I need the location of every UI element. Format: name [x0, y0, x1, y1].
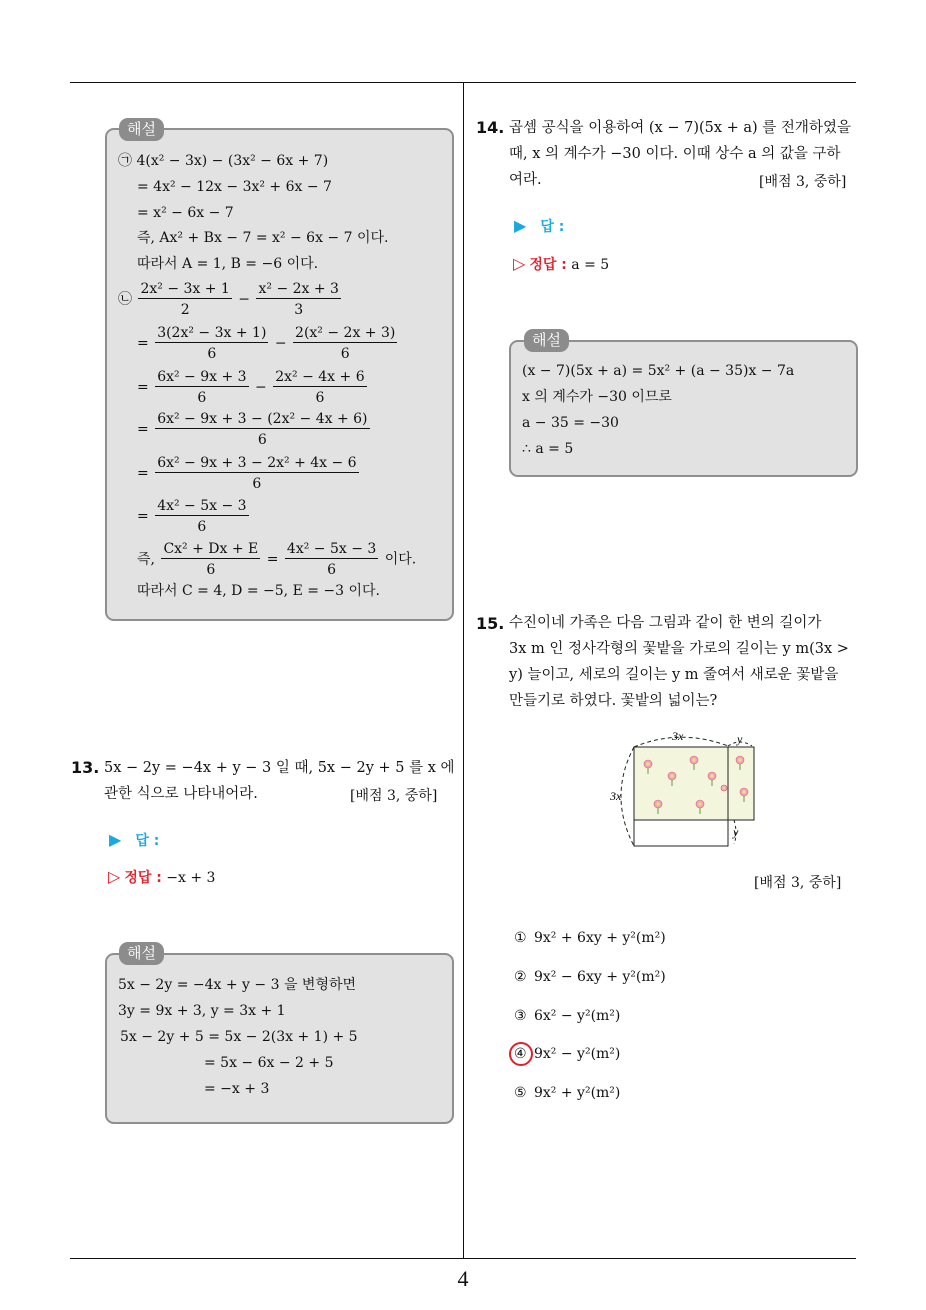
solution-line: 즉, Ax² + Bx − 7 = x² − 6x − 7 이다. [137, 230, 389, 246]
q13-solution-tag: 해설 [119, 942, 164, 965]
q13-score: [배점 3, 중하] [350, 788, 438, 804]
q14-score: [배점 3, 중하] [759, 174, 847, 190]
solution-line: 5x − 2y + 5 = 5x − 2(3x + 1) + 5 [120, 1029, 358, 1045]
fraction: $\frac{\text{2x² − 3x + 1}}{2}$ [140, 281, 230, 318]
solution-line: = x² − 6x − 7 [137, 205, 234, 221]
q13-number: 13. [71, 758, 100, 777]
bottom-rule [70, 1258, 856, 1259]
solution-line: 3y = 9x + 3, y = 3x + 1 [118, 1003, 286, 1019]
figure-right-bottom-label: y [733, 825, 739, 839]
q14-text-line: 곱셈 공식을 이용하여 (x − 7)(5x + a) 를 전개하였을 [509, 120, 851, 136]
solution-line: (x − 7)(5x + a) = 5x² + (a − 35)x − 7a [522, 363, 795, 379]
q13-answer-label: ▶ 답 : [109, 830, 160, 849]
fraction: $\frac{\text{6x² − 9x + 3}}{6}$ [157, 369, 247, 406]
q15-choice[interactable]: ① 9x² + 6xy + y²(m²) [514, 930, 666, 946]
fraction-line: 즉, $\frac{\text{Cx² + Dx + E}}{6}$ = $\frac{\text{4x² − 5x − 3}}{6}$ 이다. [137, 541, 417, 578]
figure-top-label: 3x [672, 729, 684, 743]
fraction-line: = $\frac{\text{3(2x² − 3x + 1)}}{6}$ − $\frac{\text{2(x² − 2x + 3)}}{6}$ [137, 325, 396, 362]
play-icon: ▶ [109, 830, 122, 849]
fraction-line: = $\frac{\text{6x² − 9x + 3 − (2x² − 4x + 6)}}{6}$ [137, 411, 368, 448]
fraction: $\frac{\text{Cx² + Dx + E}}{6}$ [163, 541, 259, 578]
outline-triangle-icon: ▷ [108, 867, 121, 886]
q15-text-line: 3x m 인 정사각형의 꽃밭을 가로의 길이는 y m(3x > [509, 641, 849, 657]
page-number: 4 [457, 1266, 469, 1291]
figure-right-top-label: y [737, 732, 743, 746]
part-label: ㉡ [118, 291, 132, 308]
outline-triangle-icon: ▷ [513, 254, 526, 273]
q14-text-line: 여라. [509, 172, 542, 188]
q14-solution-tag: 해설 [524, 329, 569, 352]
q14-correct-answer: ▷ 정답 : a = 5 [513, 254, 610, 273]
play-icon: ▶ [514, 216, 527, 235]
fraction: $\frac{\text{6x² − 9x + 3 − (2x² − 4x + 6)}}{6}$ [157, 411, 368, 448]
fraction: $\frac{\text{2(x² − 2x + 3)}}{6}$ [295, 325, 396, 362]
left-solution-tag: 해설 [119, 118, 164, 141]
q15-text-line: 수진이네 가족은 다음 그림과 같이 한 변의 길이가 [509, 615, 822, 631]
flowerbed-figure [600, 726, 770, 852]
solution-line: = 4x² − 12x − 3x² + 6x − 7 [137, 179, 332, 195]
column-divider [463, 83, 464, 1259]
solution-line: a − 35 = −30 [522, 415, 619, 431]
q15-choice[interactable]: ③ 6x² − y²(m²) [514, 1008, 621, 1024]
fraction-line: = $\frac{\text{4x² − 5x − 3}}{6}$ [137, 498, 247, 535]
fraction-line: ㉡ $\frac{\text{2x² − 3x + 1}}{2}$ − $\frac{\text{x² − 2x + 3}}{3}$ [118, 281, 339, 318]
fraction: $\frac{\text{4x² − 5x − 3}}{6}$ [157, 498, 247, 535]
solution-line: ∴ a = 5 [522, 441, 574, 457]
dashed-arc-left [621, 747, 634, 846]
q15-number: 15. [476, 614, 505, 633]
solution-line: = 5x − 6x − 2 + 5 [204, 1055, 334, 1071]
q15-choice[interactable]: ⑤ 9x² + y²(m²) [514, 1085, 621, 1101]
solution-line: 따라서 A = 1, B = −6 이다. [137, 256, 319, 272]
fraction: $\frac{\text{4x² − 5x − 3}}{6}$ [286, 541, 377, 578]
fraction: $\frac{\text{6x² − 9x + 3 − 2x² + 4x − 6}}{6}$ [157, 455, 357, 492]
removed-strip [634, 820, 728, 846]
fraction-line: = $\frac{\text{6x² − 9x + 3}}{6}$ − $\frac{\text{2x² − 4x + 6}}{6}$ [137, 369, 365, 406]
fraction: $\frac{\text{2x² − 4x + 6}}{6}$ [275, 369, 365, 406]
answer-mark-circle [509, 1042, 533, 1066]
solution-line: 5x − 2y = −4x + y − 3 을 변형하면 [118, 977, 357, 993]
solution-line: = −x + 3 [204, 1081, 270, 1097]
q14-text-line: 때, x 의 계수가 −30 이다. 이때 상수 a 의 값을 구하 [509, 146, 841, 162]
q14-number: 14. [476, 118, 505, 137]
q15-text-line: 만들기로 하였다. 꽃밭의 넓이는? [509, 693, 718, 709]
q15-score: [배점 3, 중하] [754, 875, 842, 891]
q13-text-line: 5x − 2y = −4x + y − 3 일 때, 5x − 2y + 5 를 x 에 [104, 760, 455, 776]
q15-choice[interactable]: ② 9x² − 6xy + y²(m²) [514, 969, 666, 985]
figure-side-label: 3x [610, 789, 622, 803]
q13-correct-answer: ▷ 정답 : −x + 3 [108, 867, 216, 886]
fraction-line: = $\frac{\text{6x² − 9x + 3 − 2x² + 4x − 6}}{6}$ [137, 455, 357, 492]
solution-line: ㉠ 4(x² − 3x) − (3x² − 6x + 7) [118, 153, 329, 169]
q14-answer-label: ▶ 답 : [514, 216, 565, 235]
q15-text-line: y) 늘이고, 세로의 길이는 y m 줄여서 새로운 꽃밭을 [509, 667, 839, 683]
solution-line: x 의 계수가 −30 이므로 [522, 389, 672, 405]
solution-line: 따라서 C = 4, D = −5, E = −3 이다. [137, 583, 381, 599]
fraction: $\frac{\text{x² − 2x + 3}}{3}$ [258, 281, 339, 318]
q15-choice[interactable]: ④ 9x² − y²(m²) [514, 1046, 621, 1062]
q13-text-line: 관한 식으로 나타내어라. [104, 786, 258, 802]
fraction: $\frac{\text{3(2x² − 3x + 1)}}{6}$ [157, 325, 267, 362]
